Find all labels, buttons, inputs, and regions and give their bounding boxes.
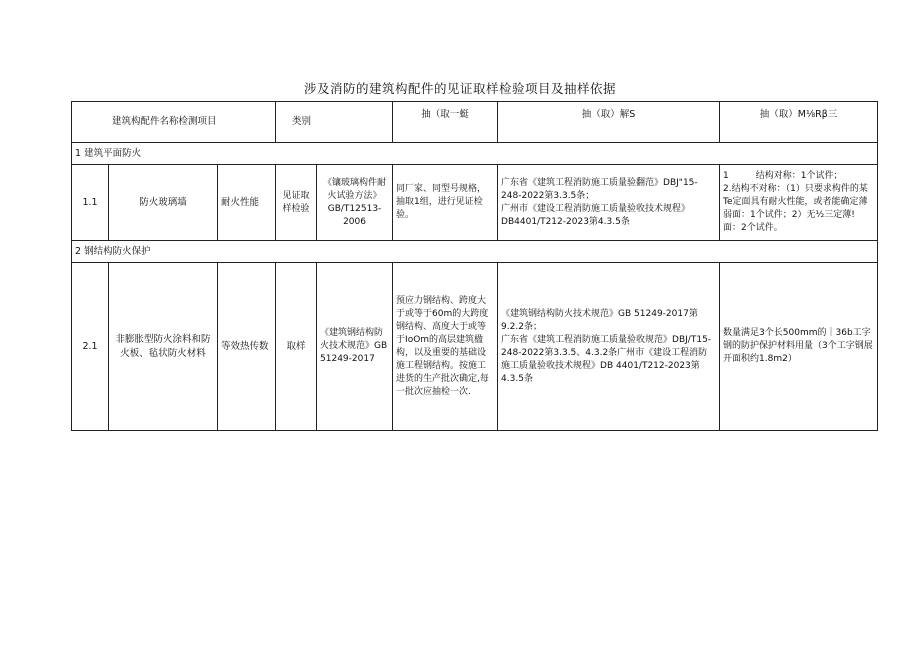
header-basis2: 抽（取）解S xyxy=(498,102,720,143)
table-row xyxy=(72,263,878,431)
row-method: 《镶玻璃构件耐火试验方法》GB/T12513-2006 xyxy=(317,165,393,241)
section-label: 1 建筑平面防火 xyxy=(72,143,878,165)
row-name: 防火玻璃墙 xyxy=(109,165,218,241)
quantity-line: 2.结构不对称：（1）只要求构件的某Te定面具有耐火性能，或者能确定薄弱面：1个试件；2）无½三定薄! xyxy=(723,184,868,220)
header-name-item xyxy=(72,102,276,143)
quantity-line: 1 结构对称：1个试件； xyxy=(723,171,843,181)
header-name: 建筑构配件名称 xyxy=(112,116,179,127)
header-item: 检测项目 xyxy=(178,116,217,127)
row-quantity xyxy=(720,165,878,241)
row-method: 《建筑钢结构防火技术规范》GB 51249-2017 xyxy=(317,263,393,431)
section-row-2 xyxy=(72,241,878,263)
section-row-1 xyxy=(72,143,878,165)
row-sampling: 同厂家、同型号规格，抽取1组，进行见证检验。 xyxy=(393,165,498,241)
row-sampling: 预应力钢结构、跨度大于或等于60m的大跨度钢结构、高度大于或等于IoOm的高层建筑楹构，以及重要的基础设施工程钢结构。按施工进货的生产批次确定,每一批次应抽检一次. xyxy=(393,263,498,431)
row-basis xyxy=(498,165,720,241)
document-title: 涉及消防的建筑构配件的见证取样检验项目及抽样依据 xyxy=(303,81,616,96)
row-no: 2.1 xyxy=(72,263,109,431)
quantity-line: 面：2个试件。 xyxy=(723,223,783,233)
table-header-row xyxy=(72,102,878,143)
row-no: 1.1 xyxy=(72,165,109,241)
header-category: 类别 xyxy=(276,102,393,143)
header-basis3: 抽（取）M⅛Rβ三 xyxy=(720,102,878,143)
header-basis1: 抽（取一蜓 xyxy=(393,102,498,143)
basis-line: 广东省《建筑工程消防施工质量验翻范》DBJ"15-248-2022第3.3.5条； xyxy=(501,177,698,201)
section-label: 2 钢结构防火保护 xyxy=(72,241,878,263)
row-category: 取样 xyxy=(276,263,317,431)
row-name: 非膨胀型防火涂料和防火板、毡状防火材料 xyxy=(109,263,218,431)
row-category: 见证取样检验 xyxy=(276,165,317,241)
row-item: 等效热传数 xyxy=(218,263,276,431)
basis-line: 广东省《建筑工程消防施工质量验收规范》DBJ/T15-248-2022第3.3.5、4.3.2条广州市《建设工程消防施工质量验收技术规程》DB 4401/T212-2023第4.3.5条 xyxy=(501,334,712,384)
basis-line: 《建筑钢结构防火技术规范》GB 51249-2017第9.2.2条； xyxy=(501,308,698,332)
table-row xyxy=(72,165,878,241)
row-basis xyxy=(498,263,720,431)
basis-line: 广州市《建设工程消防施工质量验收技术规程》DB4401/T212-2023第4.3.5条 xyxy=(501,203,691,227)
row-item: 耐火性能 xyxy=(218,165,276,241)
row-quantity: 数量满足3个长500mm的｜36b工字钢的防护保护材料用量（3个工字钢展开面积约1.8m2） xyxy=(720,263,878,431)
inspection-table xyxy=(71,101,878,431)
